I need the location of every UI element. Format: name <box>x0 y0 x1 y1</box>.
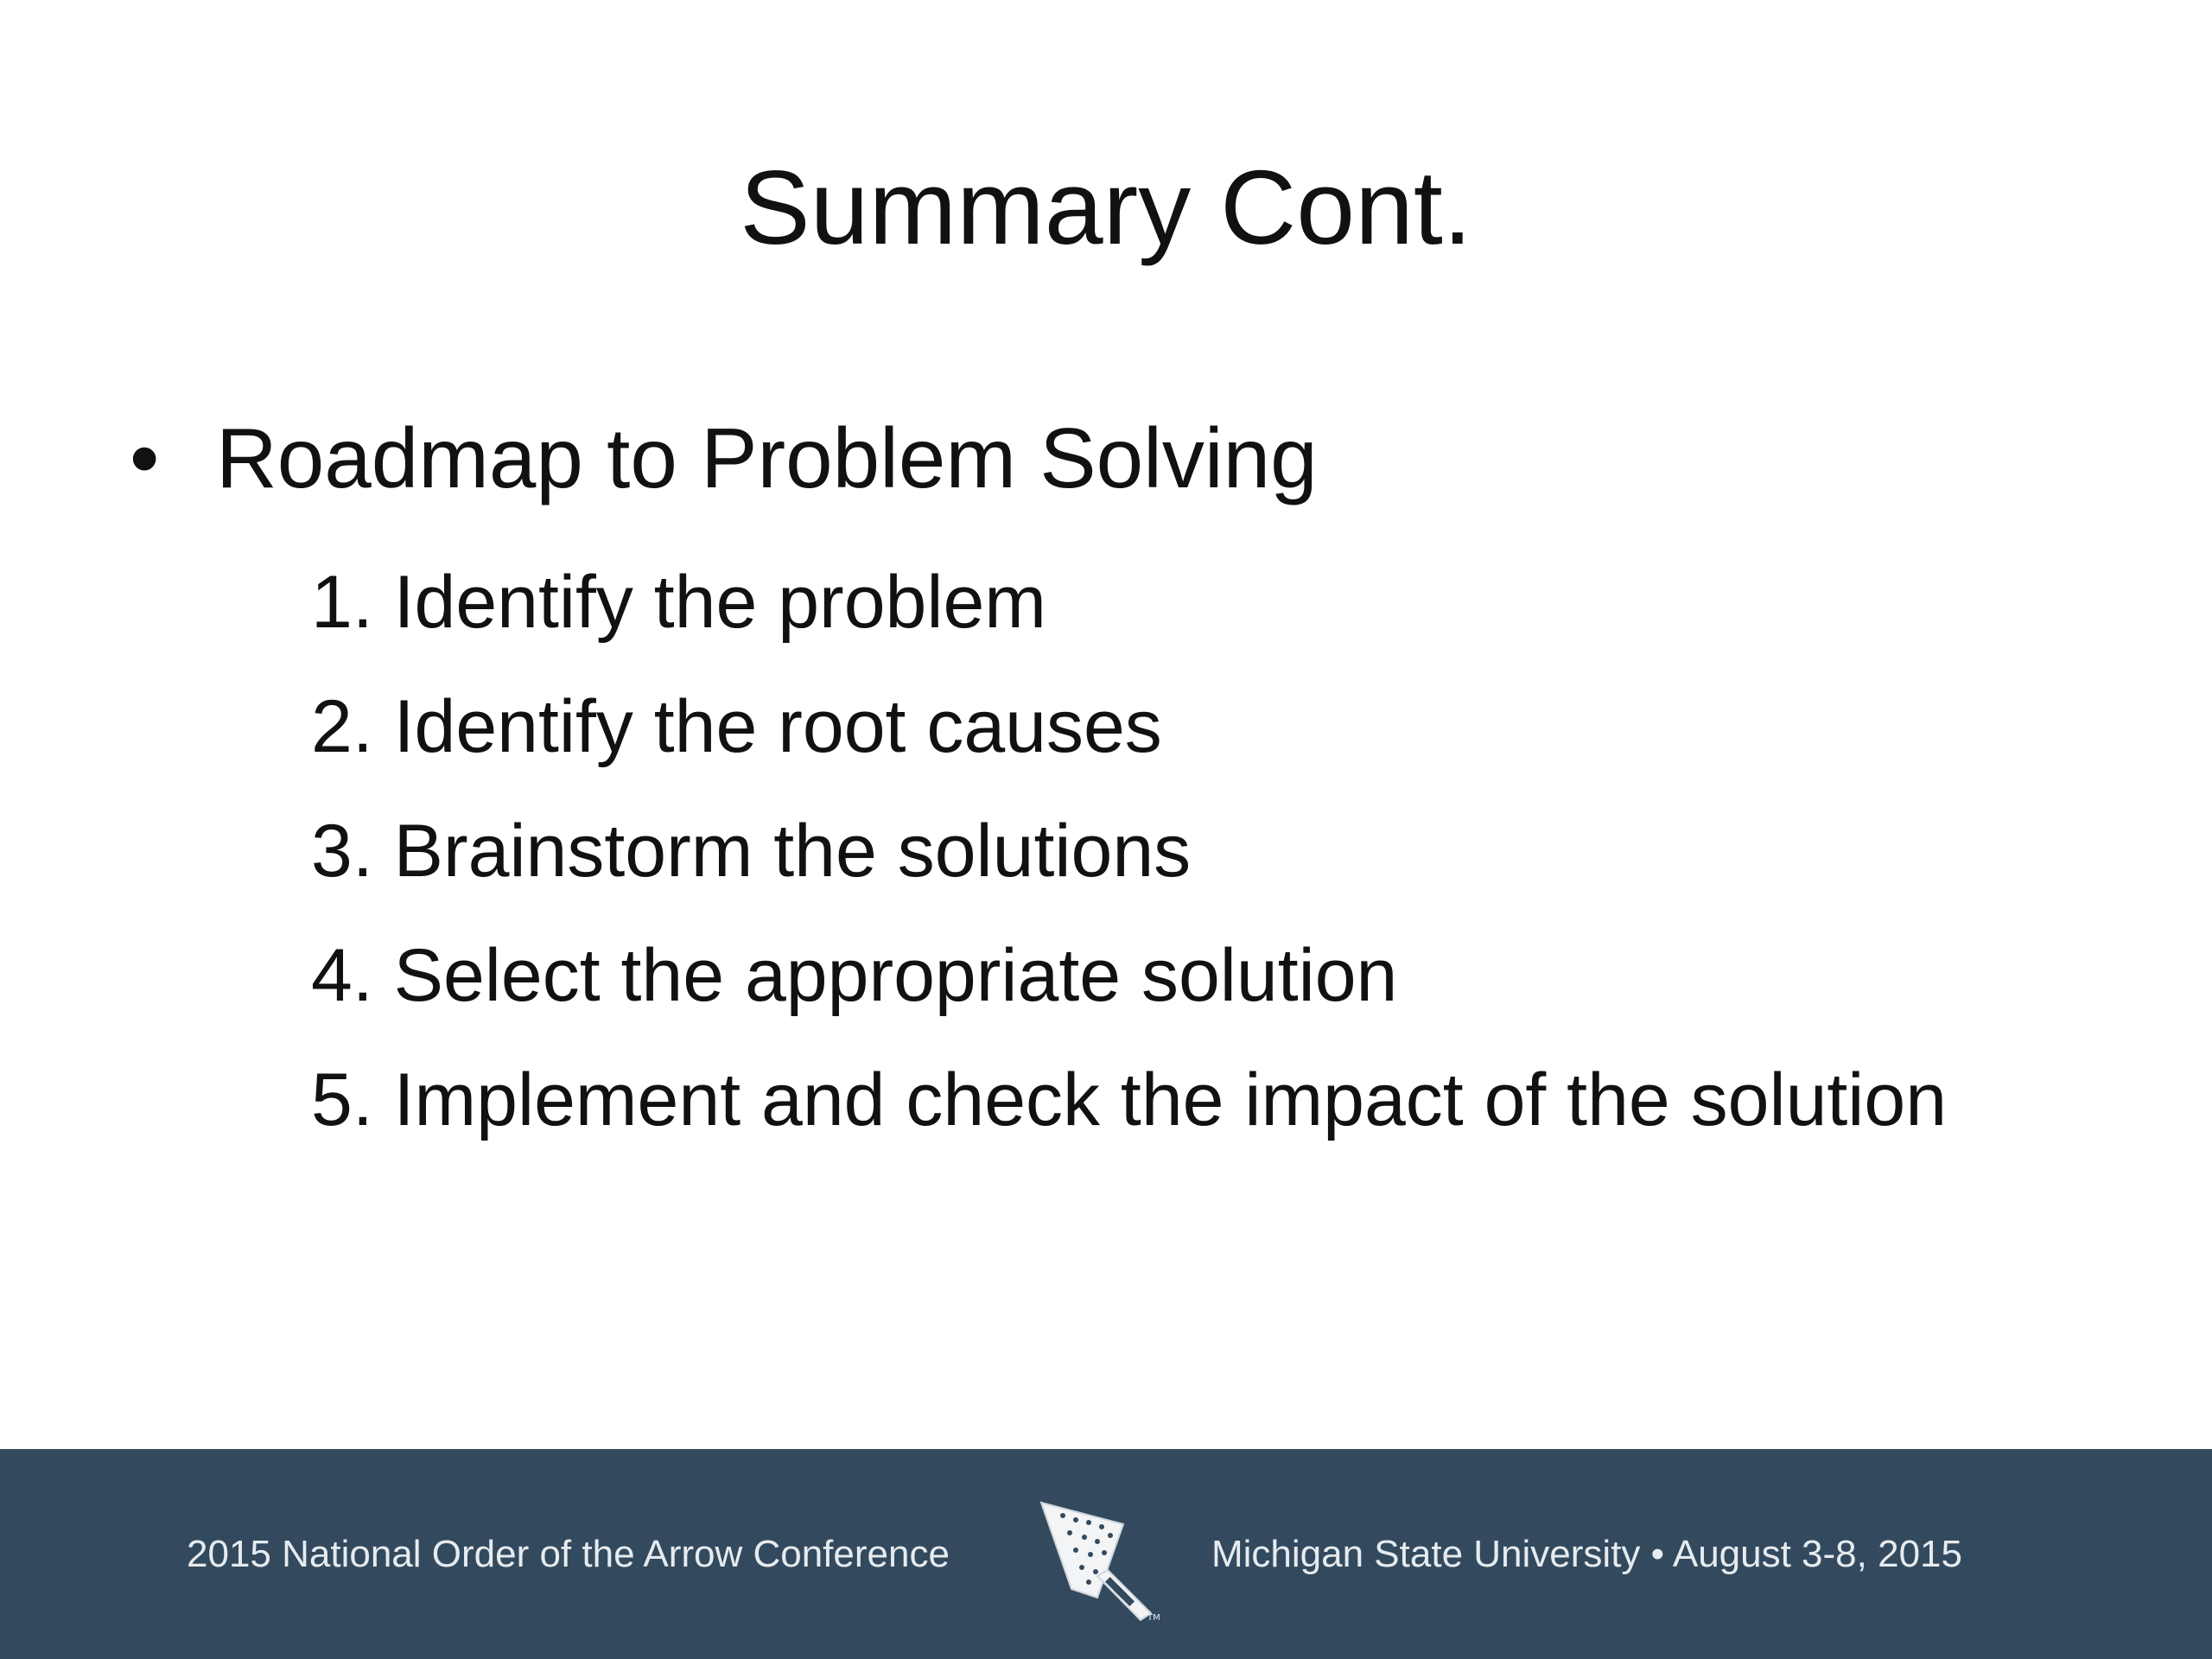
step-item: 5. Implement and check the impact of the solution <box>311 1058 1948 1141</box>
step-item: 2. Identify the root causes <box>311 685 1162 768</box>
footer-location-date-text: Michigan State University • August 3-8, 2015 <box>1211 1533 1962 1575</box>
steps-list <box>311 540 1947 1162</box>
arrowhead-logo-icon <box>1037 1494 1166 1624</box>
svg-text:TM: TM <box>1147 1613 1160 1623</box>
step-item: 1. Identify the problem <box>311 561 1046 644</box>
bullet-marker: • <box>130 410 160 505</box>
slide-title: Summary Cont. <box>740 149 1472 266</box>
bullet-item <box>130 406 1318 510</box>
step-item: 4. Select the appropriate solution <box>311 934 1398 1017</box>
bullet-text: Roadmap to Problem Solving <box>216 410 1318 505</box>
footer-bar <box>0 1449 2212 1659</box>
step-item: 3. Brainstorm the solutions <box>311 810 1192 893</box>
footer-conference-text: 2015 National Order of the Arrow Conference <box>187 1533 950 1575</box>
